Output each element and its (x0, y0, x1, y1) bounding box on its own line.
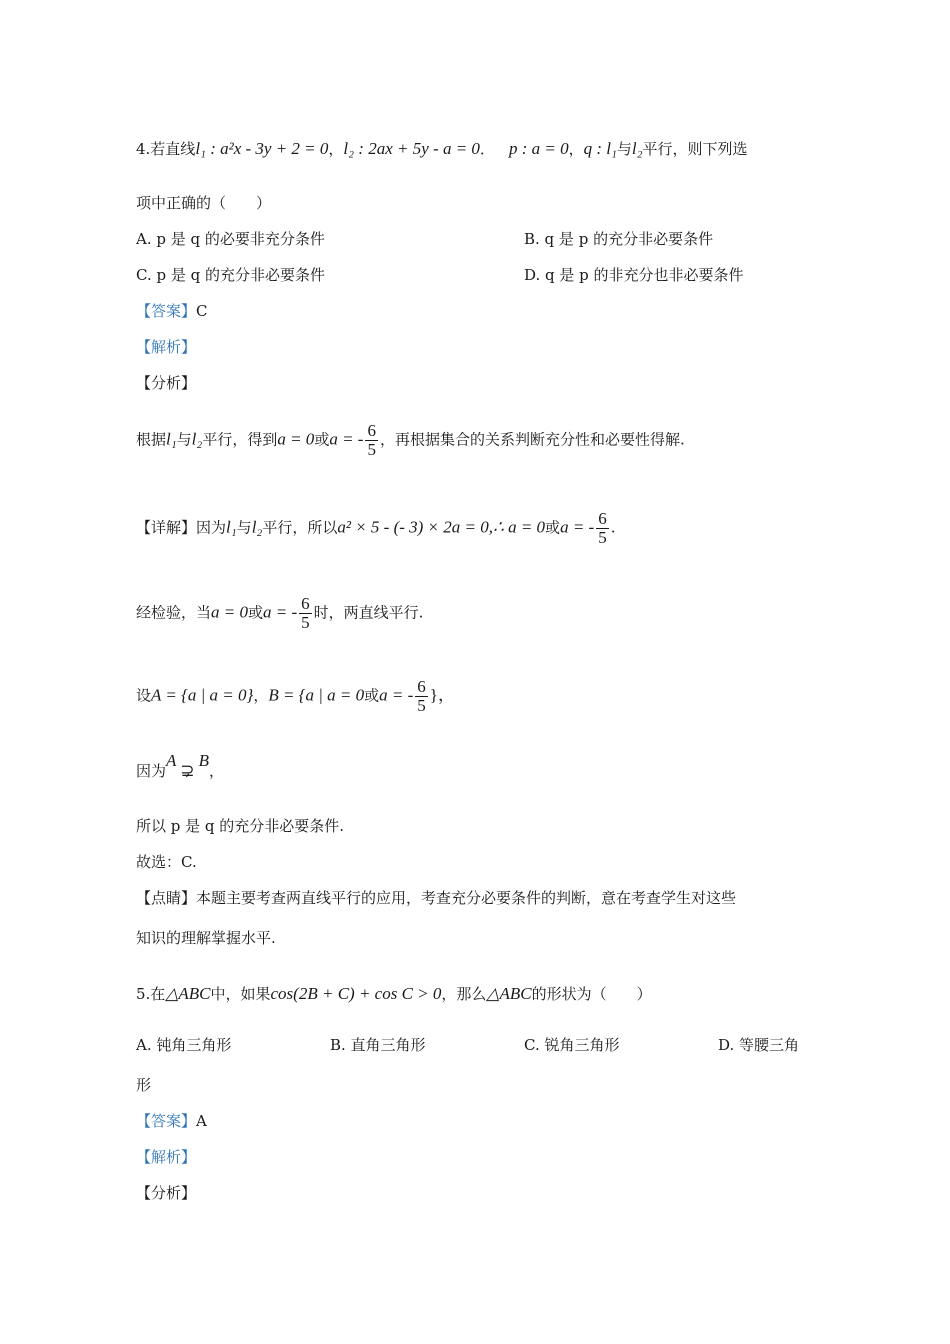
fraction-numerator: 6 (367, 421, 376, 440)
text: ， (253, 686, 269, 705)
fraction-denominator: 5 (598, 528, 607, 547)
q4-jiexi-label: 【解析】 (136, 338, 197, 356)
superset-symbol: ⊋ (180, 761, 195, 780)
q4-line2-equation: l₂ : 2ax + 5y - a = 0 (343, 139, 480, 158)
answer-label: 【答案】 (136, 1112, 197, 1130)
q4-comma: ， (328, 140, 344, 158)
text: 与 (176, 430, 192, 449)
math-a-zero: a = 0 (277, 429, 315, 449)
math-a-eq: a = - (263, 602, 298, 622)
math-set-b: B (198, 751, 210, 770)
q4-conclusion: 所以 p 是 q 的充分非必要条件. (136, 817, 345, 835)
fraction (299, 595, 312, 632)
text: . (610, 518, 616, 537)
fraction-denominator: 5 (417, 696, 426, 715)
q5-option-c: C. 锐角三角形 (524, 1036, 620, 1054)
q4-option-a: A. p 是 q 的必要非充分条件 (136, 230, 325, 248)
q4-suffix: 平行，则下列选 (642, 140, 748, 158)
q4-fenxi-text (136, 422, 685, 459)
text: 或 (248, 603, 264, 622)
text: ，那么 (441, 985, 487, 1003)
fraction (365, 422, 378, 459)
q4-option-c: C. p 是 q 的充分非必要条件 (136, 266, 325, 284)
q4-option-b: B. q 是 p 的充分非必要条件 (524, 230, 714, 248)
answer-value: A (196, 1112, 207, 1130)
q4-period: ． (479, 140, 495, 158)
math-triangle: △ABC (486, 984, 532, 1003)
text: 或 (314, 430, 330, 449)
q5-stem (136, 983, 652, 1005)
dianjing-label: 【点睛】 (136, 889, 197, 907)
answer-label: 【答案】 (136, 302, 197, 320)
math-set-a: A = {a | a = 0} (151, 685, 254, 705)
text: 时，两直线平行. (313, 603, 424, 622)
fraction (415, 678, 428, 715)
q5-option-d: D. 等腰三角 (718, 1036, 800, 1054)
text: 或 (364, 686, 380, 705)
q4-q-definition: q : l₁ (583, 139, 617, 158)
q4-p-definition: p : a = 0 (508, 139, 569, 158)
q4-stem-line1 (136, 138, 748, 160)
text: 经检验，当 (136, 603, 212, 622)
math-l1: l₁ (226, 517, 237, 537)
math-set-a: A (166, 751, 177, 770)
math-l2: l₂ (251, 517, 263, 537)
fraction (596, 510, 609, 547)
text: 根据 (136, 430, 167, 449)
text: 或 (545, 518, 561, 537)
math-l1: l₁ (166, 429, 177, 449)
q4-check (136, 595, 423, 632)
text: ， (209, 762, 225, 780)
q5-option-d-wrap: 形 (136, 1076, 152, 1094)
q5-fenxi-label: 【分析】 (136, 1184, 197, 1202)
math-a-eq: a = - (379, 685, 414, 705)
fraction-numerator: 6 (417, 677, 426, 696)
q4-dianjing (136, 887, 736, 909)
math-triangle: △ABC (165, 984, 211, 1003)
xiangjie-label: 【详解】 (136, 518, 197, 537)
answer-value: C (196, 302, 208, 320)
q5-jiexi-label: 【解析】 (136, 1148, 197, 1166)
text: 设 (136, 686, 152, 705)
text: 因为 (136, 762, 167, 780)
math-l2: l₂ (191, 429, 203, 449)
q4-answer (136, 300, 208, 322)
math-set-b: B = {a | a = 0 (268, 685, 365, 705)
text: 本题主要考查两直线平行的应用，考查充分必要条件的判断，意在考查学生对这些 (196, 889, 737, 907)
q4-comma: ， (568, 140, 584, 158)
text: 中，如果 (210, 985, 271, 1003)
fraction-numerator: 6 (598, 509, 607, 528)
q4-dianjing-line2: 知识的理解掌握水平. (136, 929, 276, 947)
q5-option-b: B. 直角三角形 (330, 1036, 426, 1054)
text: 的形状为（ ） (531, 985, 652, 1003)
q4-set-def (136, 678, 455, 715)
text: 平行，所以 (262, 518, 338, 537)
q4-because (136, 751, 225, 782)
math-a-eq: a = - (560, 517, 595, 537)
q4-choose: 故选：C. (136, 853, 197, 871)
math-a-zero: a = 0 (211, 602, 248, 622)
q4-prefix: 4.若直线 (136, 140, 196, 158)
math-equation: a² × 5 - (- 3) × 2a = 0,∴ a = 0 (337, 517, 546, 537)
text: ，再根据集合的关系判断充分性和必要性得解. (379, 430, 685, 449)
q4-stem-line2: 项中正确的（ ） (136, 194, 272, 212)
fraction-denominator: 5 (367, 440, 376, 459)
q4-option-d: D. q 是 p 的非充分也非必要条件 (524, 266, 744, 284)
fraction-numerator: 6 (301, 594, 310, 613)
text: 平行，得到 (202, 430, 278, 449)
math-condition: cos(2B + C) + cos C > 0 (270, 984, 442, 1003)
q4-l2: l₂ (631, 139, 643, 158)
text: }， (429, 685, 455, 705)
q4-fenxi-label: 【分析】 (136, 374, 197, 392)
q4-xiangjie (136, 510, 615, 547)
q4-line1-equation: l₁ : a²x - 3y + 2 = 0 (195, 139, 329, 158)
fraction-denominator: 5 (301, 613, 310, 632)
q5-answer (136, 1110, 207, 1132)
text: 因为 (196, 518, 227, 537)
q5-option-a: A. 钝角三角形 (136, 1036, 232, 1054)
text: 与 (236, 518, 252, 537)
math-a-eq: a = - (329, 429, 364, 449)
q4-yu: 与 (616, 140, 632, 158)
q5-prefix: 5.在 (136, 985, 166, 1003)
